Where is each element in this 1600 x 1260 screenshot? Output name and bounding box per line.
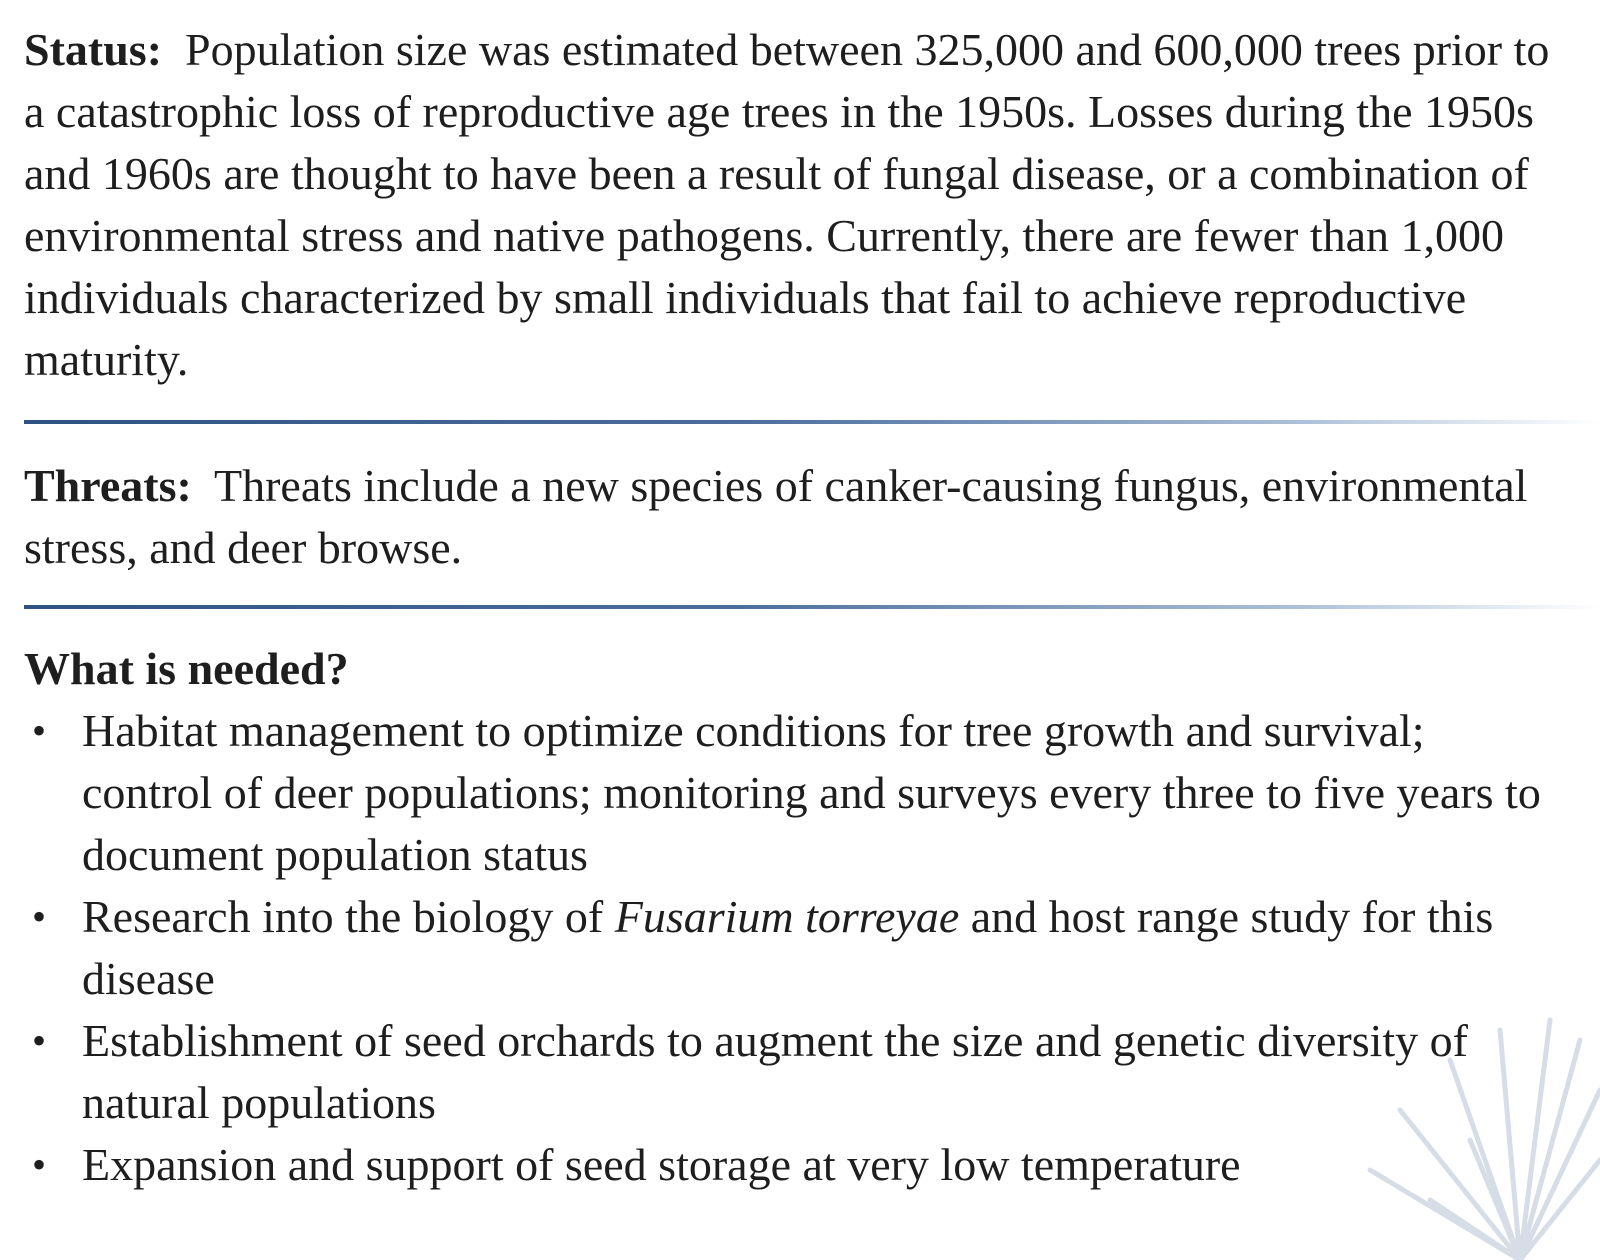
list-item-text-after: and host range study for this disease: [82, 891, 1494, 1004]
list-item: [24, 1134, 1564, 1196]
bullet-icon: •: [32, 1018, 47, 1063]
status-text: Population size was estimated between 325,000 and 600,000 trees prior to a catastrophic loss of reproductive age trees in the 1950s. Losses during the 1950s and 1960s are thought to have been a result of fungal disease, or a combination of environmental stress and native pathogens. Currently, there are fewer than 1,000 individuals characterized by small individuals that fail to achieve reproductive maturity.: [24, 24, 1550, 385]
list-item: [24, 886, 1564, 1010]
list-item: [24, 1010, 1564, 1134]
bullet-icon: •: [32, 894, 47, 939]
threats-paragraph: [24, 455, 1564, 579]
list-item-text: Expansion and support of seed storage at very low temperature: [82, 1139, 1241, 1190]
section-divider: [24, 420, 1600, 424]
bullet-icon: •: [32, 1142, 47, 1187]
species-name: Fusarium torreyae: [614, 891, 960, 942]
section-divider: [24, 605, 1600, 609]
bullet-icon: •: [32, 708, 47, 753]
list-item-text: Habitat management to optimize conditions for tree growth and survival; control of deer populations; monitoring and surveys every three to five years to document population status: [82, 705, 1541, 880]
list-item: [24, 700, 1564, 886]
list-item-text-before: Research into the biology of: [82, 891, 615, 942]
list-item-text: Establishment of seed orchards to augment the size and genetic diversity of natural populations: [82, 1015, 1468, 1128]
needed-heading: What is needed?: [24, 643, 349, 694]
needed-list: [24, 700, 1564, 1196]
status-paragraph: [24, 19, 1564, 391]
threats-label: Threats:: [24, 460, 192, 511]
threats-text: Threats include a new species of canker-causing fungus, environmental stress, and deer browse.: [24, 460, 1528, 573]
status-label: Status:: [24, 24, 163, 75]
